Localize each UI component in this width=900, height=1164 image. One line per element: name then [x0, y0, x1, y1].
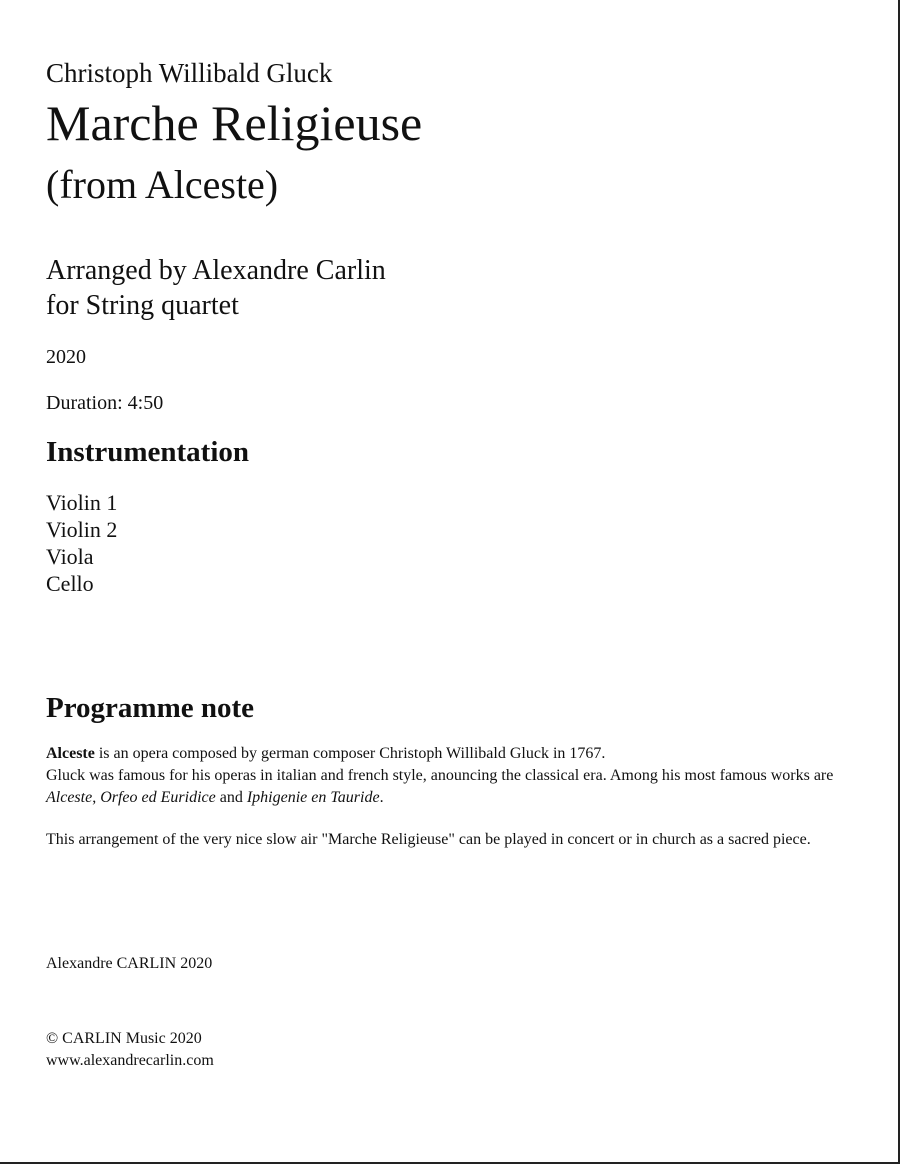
- work-title: Alceste: [46, 789, 93, 806]
- instrument-item: Viola: [46, 544, 94, 569]
- work-title: Orfeo ed Euridice: [100, 789, 216, 806]
- year-label: 2020: [46, 346, 86, 368]
- duration-label: Duration: 4:50: [46, 392, 164, 414]
- note-text: and: [215, 789, 247, 806]
- copyright-line: © CARLIN Music 2020: [46, 1030, 202, 1047]
- work-title: Iphigenie en Tauride: [246, 789, 380, 806]
- instrument-item: Cello: [46, 571, 94, 596]
- composer-name: Christoph Willibald Gluck: [46, 58, 333, 88]
- website-link[interactable]: www.alexandrecarlin.com: [46, 1052, 214, 1069]
- note-text: Gluck was famous for his operas in italian and french style, anouncing the classical era. Among his most famous works are: [46, 767, 834, 784]
- ensemble-label: for String quartet: [46, 290, 239, 321]
- piece-subtitle: (from Alceste): [46, 162, 279, 207]
- instrument-item: Violin 1: [46, 490, 118, 515]
- instrumentation-heading: Instrumentation: [46, 436, 250, 468]
- note-text: .: [379, 789, 384, 806]
- signature-line: Alexandre CARLIN 2020: [46, 955, 213, 972]
- note-text: is an opera composed by german composer Christoph Willibald Gluck in 1767.: [94, 745, 606, 762]
- instrument-list: [46, 489, 117, 597]
- instrument-item: Violin 2: [46, 517, 118, 542]
- piece-title: Marche Religieuse: [46, 95, 423, 151]
- programme-note-heading: Programme note: [46, 692, 255, 724]
- note-text: ,: [92, 789, 101, 806]
- opera-title-bold: Alceste: [46, 745, 95, 762]
- programme-note-paragraph-2: This arrangement of the very nice slow air "Marche Religieuse" can be played in concert or in church as a sacred piece.: [46, 831, 811, 848]
- arranger-credit: Arranged by Alexandre Carlin: [46, 255, 386, 286]
- programme-note-paragraph-1: [46, 743, 846, 809]
